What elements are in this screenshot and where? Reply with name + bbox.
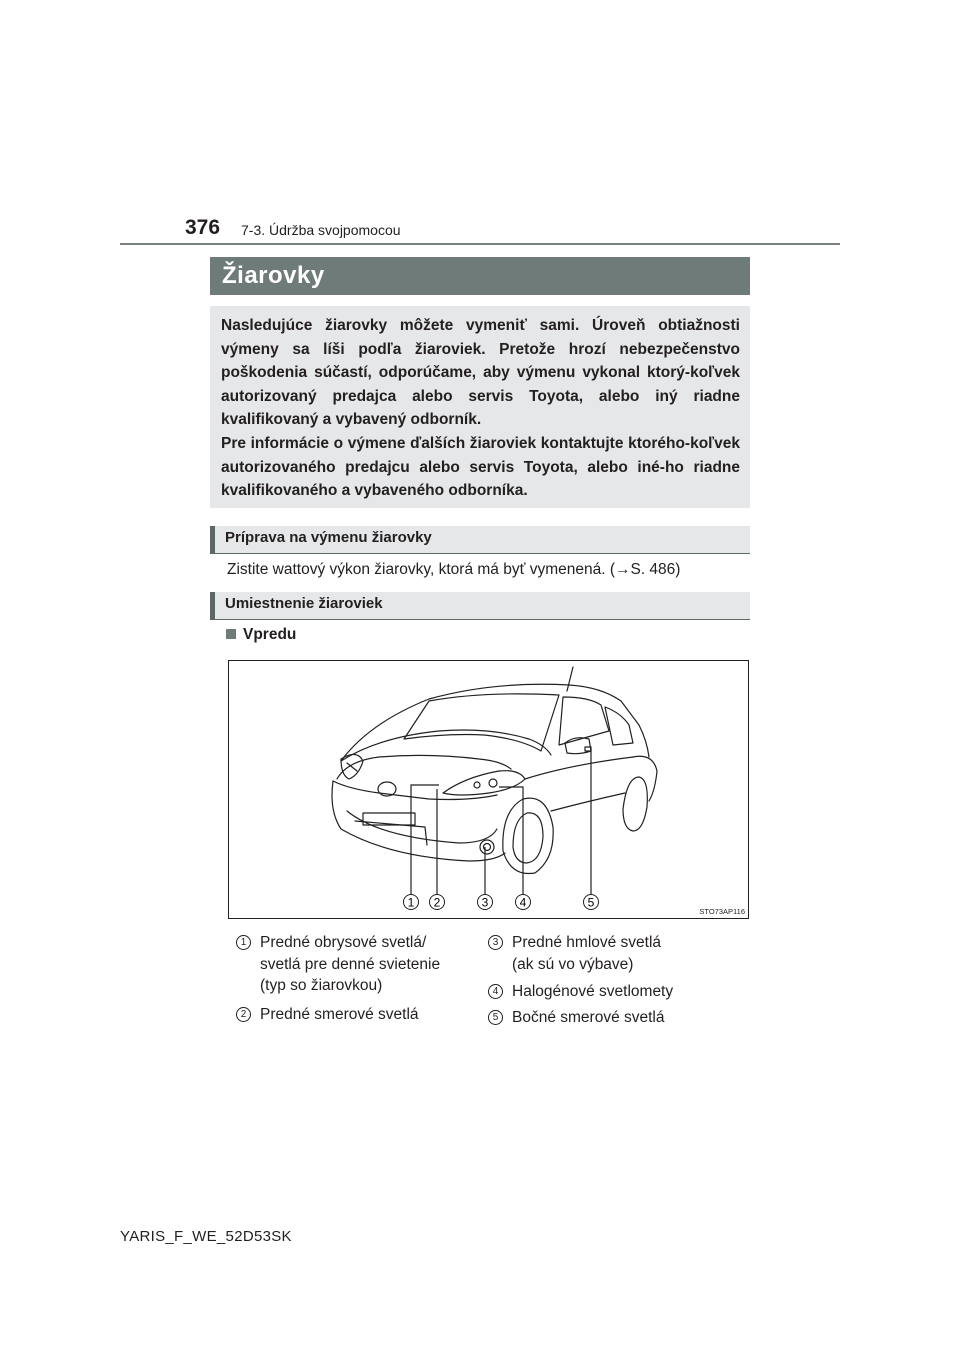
page-number: 376 xyxy=(185,216,221,239)
legend-item xyxy=(236,1004,476,1028)
heading-accent xyxy=(210,592,215,619)
location-heading-bar xyxy=(210,592,750,620)
callout-2 xyxy=(430,895,445,910)
heading-accent xyxy=(210,526,215,553)
legend-text: Predné obrysové svetlá/ svetlá pre denné svietenie (typ so žiarovkou) xyxy=(260,934,441,994)
callout-label: 4 xyxy=(519,895,527,910)
square-bullet-icon xyxy=(226,629,236,639)
callout-4 xyxy=(516,895,531,910)
section-title: 7-3. Údržba svojpomocou xyxy=(241,222,401,238)
legend-number: 2 xyxy=(236,1007,251,1022)
legend-text: Bočné smerové svetlá xyxy=(512,1009,665,1026)
legend-text: Halogénové svetlomety xyxy=(512,983,674,1000)
legend-text: Predné hmlové svetlá (ak sú vo výbave) xyxy=(512,934,662,973)
callout-label: 3 xyxy=(481,895,489,910)
callout-label: 5 xyxy=(587,895,595,910)
callout-1 xyxy=(404,895,419,910)
legend-item xyxy=(488,1007,728,1031)
car-illustration xyxy=(229,661,750,920)
legend-text: Predné smerové svetlá xyxy=(260,1006,419,1023)
legend-number: 4 xyxy=(488,984,503,999)
callout-label: 1 xyxy=(407,895,415,910)
front-heading-label: Vpredu xyxy=(243,626,297,643)
legend-item xyxy=(488,981,728,1005)
legend-item xyxy=(236,932,476,1002)
page-title: Žiarovky xyxy=(222,262,325,289)
prep-heading: Príprava na výmenu žiarovky xyxy=(225,529,432,546)
footer-code: YARIS_F_WE_52D53SK xyxy=(120,1228,292,1245)
legend-number: 3 xyxy=(488,935,503,950)
front-heading xyxy=(226,626,296,644)
callout-5 xyxy=(584,895,599,910)
intro-paragraph: Nasledujúce žiarovky môžete vymeniť sami. Úroveň obtiažnosti výmeny sa líši podľa žiaroviek. Pretože hrozí nebezpečenstvo poškodenia súčastí, odporúčame, aby výmenu vykonal ktorý-koľvek autorizovaný predajca alebo servis Toyota, alebo iný riadne kvalifikovaný a vybavený odborník. xyxy=(221,317,740,428)
callout-label: 2 xyxy=(433,895,441,910)
legend-item xyxy=(488,932,728,980)
callout-3 xyxy=(478,895,493,910)
legend-number: 1 xyxy=(236,935,251,950)
car-figure xyxy=(228,660,749,919)
intro-paragraph: Pre informácie o výmene ďalších žiaroviek kontaktujte ktorého-koľvek autorizovaného predajcu alebo servis Toyota, alebo iné-ho riadne kvalifikovaného a vybaveného odborníka. xyxy=(221,435,740,499)
figure-code: STO73AP116 xyxy=(699,907,745,916)
header-divider xyxy=(120,243,840,245)
prep-text: Zistite wattový výkon žiarovky, ktorá má byť vymenená. (→S. 486) xyxy=(227,561,681,578)
legend-number: 5 xyxy=(488,1010,503,1025)
prep-heading-bar xyxy=(210,526,750,554)
location-heading: Umiestnenie žiaroviek xyxy=(225,595,383,612)
